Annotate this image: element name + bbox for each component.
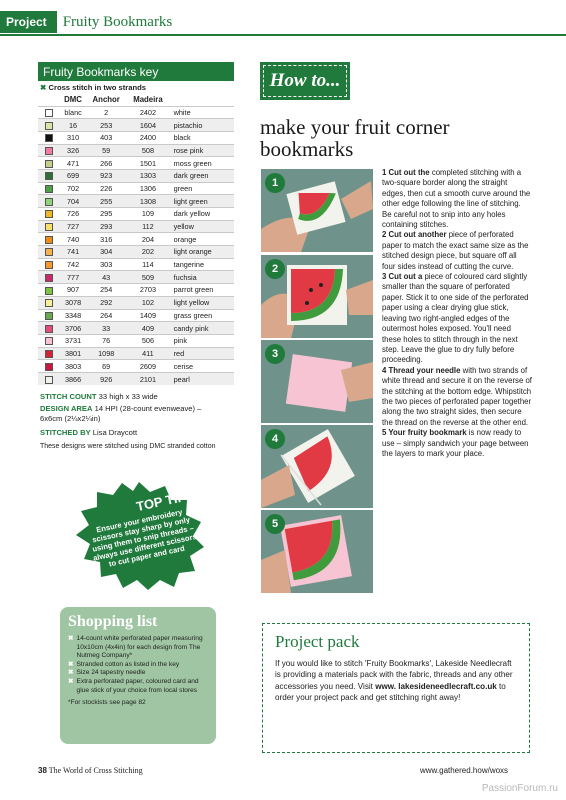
thread-swatch-icon	[45, 261, 53, 269]
thread-symbol	[38, 360, 60, 373]
cell-anchor: 316	[86, 233, 126, 246]
cell-anchor: 293	[86, 220, 126, 233]
list-item: ✖ Extra perforated paper, coloured card and glue stick of your choice from local stores	[68, 677, 199, 694]
howto-badge-text: How to...	[263, 65, 347, 97]
thread-swatch-icon	[45, 134, 53, 142]
cell-name: light orange	[170, 246, 234, 259]
col-anchor: Anchor	[92, 95, 120, 105]
watermark: PassionForum.ru	[481, 783, 558, 794]
table-row	[38, 296, 234, 309]
thread-swatch-icon	[45, 223, 53, 231]
howto-badge	[260, 62, 350, 100]
table-row	[38, 309, 234, 322]
shopping-list	[60, 607, 216, 744]
design-area-value-2: 6x6cm (2¼x2¼in)	[40, 414, 101, 423]
step-number-2: 2	[265, 259, 285, 279]
magazine-name: The World of Cross Stitching	[48, 766, 143, 775]
design-area-value: 14 HPI (28-count evenweave) –	[94, 404, 202, 413]
thread-symbol	[38, 246, 60, 259]
table-row	[38, 322, 234, 335]
cell-madeira: 1604	[126, 119, 169, 132]
cell-anchor: 59	[86, 144, 126, 157]
cell-name: dark green	[170, 169, 234, 182]
cell-name: parrot green	[170, 284, 234, 297]
step-text-5: 5 Your fruity bookmark is now ready to use – simply sandwich your page between the layers to mark your place.	[382, 428, 529, 458]
step-photo-5	[261, 510, 373, 593]
cell-dmc: 777	[60, 271, 86, 284]
stitched-by-value: Lisa Draycott	[92, 428, 138, 437]
header-rule	[0, 34, 566, 36]
check-icon: ✖	[68, 677, 74, 685]
cell-madeira: 2101	[126, 372, 169, 385]
thread-symbol	[38, 106, 60, 119]
cell-dmc: 727	[60, 220, 86, 233]
col-name	[170, 94, 234, 106]
thread-symbol	[38, 169, 60, 182]
cell-dmc: 3078	[60, 296, 86, 309]
col-madeira: Madeira	[133, 95, 163, 105]
page-footer	[38, 766, 143, 775]
cell-name: pearl	[170, 372, 234, 385]
thread-swatch-icon	[45, 147, 53, 155]
step-text-3: 3 Cut out a piece of coloured card slightly smaller than the square of perforated paper. Stick it to one side of the perforated paper using a clear drying glue stick, leaving two right-angled edges of the outermost holes exposed. You'll need these holes to stitch through in the next step. Leave the glue to dry fully before proceeding.	[382, 272, 529, 365]
cell-madeira: 411	[126, 347, 169, 360]
pack-title: Project pack	[275, 632, 360, 651]
thread-symbol	[38, 144, 60, 157]
thread-symbol	[38, 119, 60, 132]
key-header-row	[38, 94, 234, 106]
thread-symbol	[38, 182, 60, 195]
cross-icon: ✖	[40, 83, 47, 92]
thread-swatch-icon	[45, 236, 53, 244]
cell-madeira: 506	[126, 334, 169, 347]
thread-symbol	[38, 208, 60, 221]
cell-dmc: 907	[60, 284, 86, 297]
stitch-count-value: 33 high x 33 wide	[98, 392, 158, 401]
cell-anchor: 226	[86, 182, 126, 195]
cell-dmc: 702	[60, 182, 86, 195]
table-row	[38, 347, 234, 360]
section-tag: Project	[0, 11, 57, 33]
cell-anchor: 923	[86, 169, 126, 182]
thread-symbol	[38, 334, 60, 347]
shopping-footnote: *For stockists see page 82	[68, 699, 146, 707]
thread-swatch-icon	[45, 363, 53, 371]
table-row	[38, 233, 234, 246]
thread-symbol	[38, 372, 60, 385]
cell-dmc: 699	[60, 169, 86, 182]
cell-dmc: 3348	[60, 309, 86, 322]
cell-name: red	[170, 347, 234, 360]
cell-name: yellow	[170, 220, 234, 233]
cell-madeira: 204	[126, 233, 169, 246]
cell-dmc: 704	[60, 195, 86, 208]
design-area-label: DESIGN AREA	[40, 404, 93, 413]
step-photo-3	[261, 340, 373, 423]
thread-symbol	[38, 271, 60, 284]
page-header	[0, 10, 172, 34]
cell-dmc: 310	[60, 131, 86, 144]
table-row	[38, 208, 234, 221]
table-row	[38, 334, 234, 347]
cell-anchor: 255	[86, 195, 126, 208]
list-item: ✖ Stranded cotton as listed in the key	[68, 660, 180, 668]
step-number-4: 4	[265, 429, 285, 449]
table-row	[38, 195, 234, 208]
step-number-1: 1	[265, 173, 285, 193]
pack-body: If you would like to stitch 'Fruity Bookmarks', Lakeside Needlecraft is providing a materials pack with the fabric, threads and any other accessories you need. Visit www. lakesideneedlecraft.co.uk to order your project pack and get stitching right away!	[275, 659, 513, 703]
cell-name: candy pink	[170, 322, 234, 335]
thread-swatch-icon	[45, 350, 53, 358]
cell-anchor: 2	[86, 106, 126, 119]
cell-dmc: 741	[60, 246, 86, 259]
cell-madeira: 109	[126, 208, 169, 221]
cell-anchor: 254	[86, 284, 126, 297]
cell-madeira: 2609	[126, 360, 169, 373]
table-row	[38, 258, 234, 271]
cell-name: moss green	[170, 157, 234, 170]
cell-name: black	[170, 131, 234, 144]
step-number-3: 3	[265, 344, 285, 364]
cell-dmc: 16	[60, 119, 86, 132]
project-pack	[262, 623, 530, 753]
thread-swatch-icon	[45, 210, 53, 218]
cell-name: cerise	[170, 360, 234, 373]
cell-dmc: 726	[60, 208, 86, 221]
howto-heading: make your fruit corner bookmarks	[260, 115, 450, 161]
thread-swatch-icon	[45, 185, 53, 193]
pack-link[interactable]: www. lakesideneedlecraft.co.uk	[375, 681, 497, 691]
thread-swatch-icon	[45, 198, 53, 206]
cell-dmc: 3706	[60, 322, 86, 335]
list-item: ✖ Size 24 tapestry needle	[68, 669, 146, 677]
cell-madeira: 508	[126, 144, 169, 157]
stitch-count-label: STITCH COUNT	[40, 392, 97, 401]
cell-name: white	[170, 106, 234, 119]
cell-dmc: 471	[60, 157, 86, 170]
cell-dmc: 3731	[60, 334, 86, 347]
cell-name: fuchsia	[170, 271, 234, 284]
step-number-5: 5	[265, 514, 285, 534]
key-subtitle: ✖ Cross stitch in two strands	[40, 83, 146, 92]
shopping-title: Shopping list	[68, 613, 158, 630]
key-rows	[38, 106, 234, 385]
cell-name: grass green	[170, 309, 234, 322]
check-icon: ✖	[68, 669, 74, 677]
thread-symbol	[38, 309, 60, 322]
cell-anchor: 303	[86, 258, 126, 271]
key-title: Fruity Bookmarks key	[38, 62, 234, 81]
cell-anchor: 264	[86, 309, 126, 322]
list-item: ✖ 14-count white perforated paper measuring 10x10cm (4x4in) for each design from The Nutmeg Company*	[68, 635, 203, 660]
cell-madeira: 1409	[126, 309, 169, 322]
thread-symbol	[38, 284, 60, 297]
check-icon: ✖	[68, 660, 74, 668]
cell-madeira: 1501	[126, 157, 169, 170]
tip-title: TOP TIP	[134, 488, 188, 515]
cell-dmc: 3803	[60, 360, 86, 373]
thread-symbol	[38, 322, 60, 335]
top-tip	[64, 480, 214, 590]
cell-anchor: 1098	[86, 347, 126, 360]
table-row	[38, 157, 234, 170]
thread-swatch-icon	[45, 325, 53, 333]
thread-symbol	[38, 347, 60, 360]
page-title: Fruity Bookmarks	[62, 13, 173, 30]
cell-name: light yellow	[170, 296, 234, 309]
step-photo-2	[261, 255, 373, 338]
cell-madeira: 102	[126, 296, 169, 309]
cell-name: light green	[170, 195, 234, 208]
thread-swatch-icon	[45, 312, 53, 320]
cell-anchor: 253	[86, 119, 126, 132]
cell-madeira: 202	[126, 246, 169, 259]
key-table	[38, 94, 234, 385]
cell-madeira: 1308	[126, 195, 169, 208]
cell-name: green	[170, 182, 234, 195]
thread-note: These designs were stitched using DMC stranded cotton	[40, 443, 216, 450]
tip-body: Ensure your embroidery scissors stay sharp by only using them to snip threads – always use different scissors to cut paper and card	[91, 507, 198, 569]
step-photo-4	[261, 425, 373, 508]
thread-swatch-icon	[45, 172, 53, 180]
thread-swatch-icon	[45, 122, 53, 130]
cell-anchor: 266	[86, 157, 126, 170]
table-row	[38, 372, 234, 385]
thread-symbol	[38, 220, 60, 233]
col-dmc: DMC	[64, 95, 82, 105]
step-text-2: 2 Cut out another piece of perforated paper to match the exact same size as the stitched design piece, but square off all four sides instead of cutting the curve.	[382, 230, 529, 271]
cell-dmc: 3801	[60, 347, 86, 360]
cell-name: tangerine	[170, 258, 234, 271]
stitched-by-label: STITCHED BY	[40, 428, 91, 437]
cell-name: rose pink	[170, 144, 234, 157]
cell-anchor: 926	[86, 372, 126, 385]
cell-name: pink	[170, 334, 234, 347]
table-row	[38, 182, 234, 195]
cell-anchor: 295	[86, 208, 126, 221]
shopping-items	[68, 635, 208, 695]
footer-url[interactable]: www.gathered.how/woxs	[420, 766, 509, 775]
table-row	[38, 106, 234, 119]
cell-name: orange	[170, 233, 234, 246]
thread-key	[38, 62, 234, 385]
cell-madeira: 114	[126, 258, 169, 271]
thread-swatch-icon	[45, 376, 53, 384]
check-icon: ✖	[68, 635, 74, 642]
cell-dmc: 742	[60, 258, 86, 271]
page-number: 38	[38, 766, 47, 775]
thread-swatch-icon	[45, 287, 53, 295]
table-row	[38, 246, 234, 259]
thread-swatch-icon	[45, 160, 53, 168]
cell-madeira: 1306	[126, 182, 169, 195]
thread-symbol	[38, 296, 60, 309]
cell-anchor: 403	[86, 131, 126, 144]
cell-madeira: 2402	[126, 106, 169, 119]
cell-dmc: 740	[60, 233, 86, 246]
thread-swatch-icon	[45, 248, 53, 256]
cell-anchor: 292	[86, 296, 126, 309]
thread-swatch-icon	[45, 337, 53, 345]
cell-madeira: 1303	[126, 169, 169, 182]
table-row	[38, 169, 234, 182]
table-row	[38, 119, 234, 132]
table-row	[38, 220, 234, 233]
thread-symbol	[38, 157, 60, 170]
cell-anchor: 43	[86, 271, 126, 284]
cell-anchor: 76	[86, 334, 126, 347]
cell-dmc: blanc	[60, 106, 86, 119]
step-text-4: 4 Thread your needle with two strands of white thread and secure it on the reverse of the stitching at the bottom edge. Whipstitch the two pieces of perforated paper together along the two straight sides, then secure the thread on the reverse at the other end.	[382, 365, 532, 427]
cell-anchor: 304	[86, 246, 126, 259]
table-row	[38, 131, 234, 144]
cell-dmc: 3866	[60, 372, 86, 385]
cell-name: dark yellow	[170, 208, 234, 221]
cell-anchor: 33	[86, 322, 126, 335]
cell-name: pistachio	[170, 119, 234, 132]
cell-madeira: 2703	[126, 284, 169, 297]
table-row	[38, 284, 234, 297]
cell-madeira: 509	[126, 271, 169, 284]
cell-madeira: 2400	[126, 131, 169, 144]
design-stats	[40, 392, 240, 454]
cell-madeira: 409	[126, 322, 169, 335]
howto-steps	[382, 168, 532, 459]
thread-swatch-icon	[45, 274, 53, 282]
thread-swatch-icon	[45, 109, 53, 117]
step-text-1: 1 Cut out the completed stitching with a two-square border along the straight edges, then cut a smooth curve around the other edge following the line of stitching. Be careful not to snip into any holes containing stitches.	[382, 168, 531, 230]
cell-madeira: 112	[126, 220, 169, 233]
thread-symbol	[38, 233, 60, 246]
table-row	[38, 360, 234, 373]
thread-symbol	[38, 131, 60, 144]
cell-anchor: 69	[86, 360, 126, 373]
thread-swatch-icon	[45, 299, 53, 307]
cell-dmc: 326	[60, 144, 86, 157]
thread-symbol	[38, 258, 60, 271]
table-row	[38, 144, 234, 157]
step-photo-1	[261, 169, 373, 252]
thread-symbol	[38, 195, 60, 208]
table-row	[38, 271, 234, 284]
